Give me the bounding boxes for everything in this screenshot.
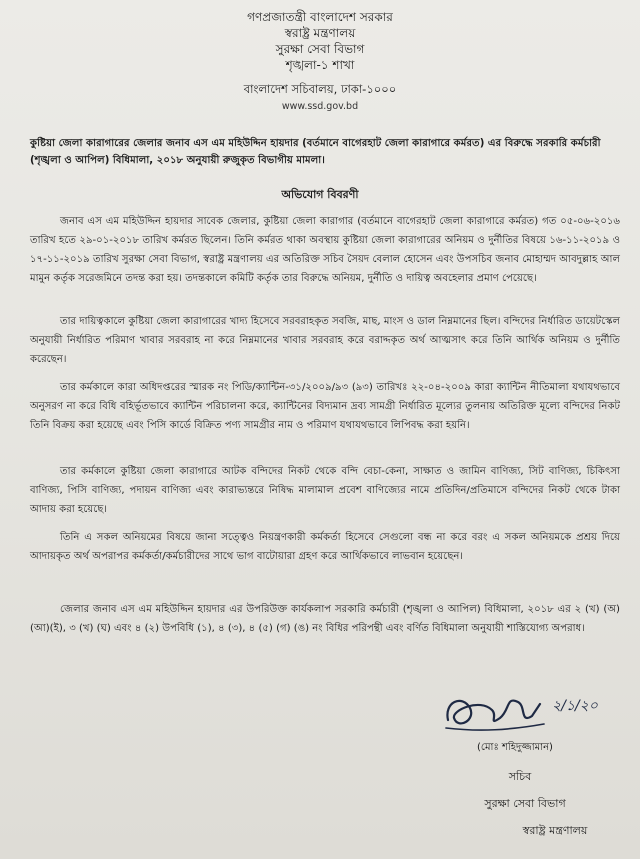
paragraph-2-text: তার দায়িত্বকালে কুষ্টিয়া জেলা কারাগারের খাদ্য হিসেবে সরবরাহকৃত সবজি, মাছ, মাংস ও ডাল নিম্নমানের ছিল। বন্দিদের নির্ধারিত ডায়েটস্কেল অনুযায়ী নির্ধারিত পরিমাণ খাবার সরবরাহ না করে নিম্নমানের খাবার সরবরাহ করে বরাদ্দকৃত অর্থ আত্মসাৎ করে তিনি আর্থিক অনিয়ম ও দুর্নীতি করেছেন।	[30, 316, 620, 365]
website-link[interactable]: www.ssd.gov.bd	[281, 101, 359, 112]
govt-title: গণপ্রজাতন্ত্রী বাংলাদেশ সরকার	[247, 10, 393, 24]
paragraph-5-text: তিনি এ সকল অনিয়মের বিষয়ে জানা সত্ত্বেও নিয়ন্ত্রণকারী কর্মকর্তা হিসেবে সেগুলো বন্ধ না করে বরং এ সকল অনিয়মকে প্রশ্রয় দিয়ে আদায়কৃত অর্থ অপরাপর কর্মকর্তা/কর্মচারীদের সাথে ভাগ বাটোয়ারা গ্রহণ করে আর্থিকভাবে লাভবান হয়েছেন।	[30, 532, 620, 562]
section-title: অভিযোগ বিবরণী	[281, 188, 359, 201]
signatory-ministry: স্বরাষ্ট্র মন্ত্রণালয়	[522, 824, 588, 837]
handwritten-signature	[440, 680, 620, 740]
address-line: বাংলাদেশ সচিবালয়, ঢাকা-১০০০	[243, 82, 397, 96]
paragraph-5	[30, 528, 620, 566]
signatory-name: (মোঃ শহিদুজ্জামান)	[477, 742, 553, 753]
paragraph-1-text: জনাব এস এম মহিউদ্দিন হায়দার সাবেক জেলার, কুষ্টিয়া জেলা কারাগার (বর্তমানে বাগেরহাট জেলা কারাগারে কর্মরত) গত ০৫-০৬-২০১৬ তারিখ হতে ২৯-০১-২০১৮ তারিখ কর্মরত ছিলেন। তিনি কর্মরত থাকা অবস্থায় কুষ্টিয়া জেলা কারাগারের অনিয়ম ও দুর্নীতির বিষয়ে ১৬-১১-২০১৯ ও ১৭-১১-২০১৯ তারিখ সুরক্ষা সেবা বিভাগ, স্বরাষ্ট্র মন্ত্রণালয় এর অতিরিক্ত সচিব সৈয়দ বেলাল হোসেন এবং উপসচিব জনাব মোহাম্মদ আবদুল্লাহ আল মামুন কর্তৃক সরেজমিনে তদন্ত করা হয়। তদন্তকালে কমিটি কর্তৃক তার বিরুদ্ধে অনিয়ম, দুর্নীতি ও দায়িত্ব অবহেলার প্রমাণ পেয়েছে।	[30, 216, 620, 284]
signatory-department: সুরক্ষা সেবা বিভাগ	[484, 797, 566, 810]
paragraph-6	[30, 600, 620, 638]
paragraph-1	[30, 212, 620, 288]
signature-date: ২/১/২০	[552, 698, 598, 714]
paragraph-3-text: তার কর্মকালে কারা অধিদপ্তরের স্মারক নং পিডি/ক্যান্টিন-৩১/২০০৯/৯৩ (৯৩) তারিখঃ ২২-০৪-২০০৯ কারা ক্যান্টিন নীতিমালা যথাযথভাবে অনুসরণ না করে বিধি বহির্ভূতভাবে ক্যান্টিন পরিচালনা করে, ক্যান্টিনের বিদ্যমান দ্রব্য সামগ্রী নির্ধারিত মূল্যের তুলনায় অতিরিক্ত মূল্যে বন্দিদের নিকট তিনি বিক্রয় করা হয়েছে এবং পিসি কার্ডে বিক্রিত পণ্য সামগ্রীর নাম ও পরিমাণ যথাযথভাবে লিপিবদ্ধ করা হয়নি।	[30, 382, 620, 431]
paragraph-3	[30, 378, 620, 435]
ministry-title: স্বরাষ্ট্র মন্ত্রণালয়	[284, 26, 356, 40]
signatory-designation: সচিব	[508, 770, 532, 783]
paragraph-4-text: তার কর্মকালে কুষ্টিয়া জেলা কারাগারে আটক বন্দিদের নিকট থেকে বন্দি বেচা-কেনা, সাক্ষাত ও জামিন বাণিজ্য, সিট বাণিজ্য, চিকিৎসা বাণিজ্য, পিসি বাণিজ্য, পদায়ন বাণিজ্য এবং কারাভ্যন্তরে নিষিদ্ধ মালামাল প্রবেশ বাণিজ্যের নামে প্রতিদিন/প্রতিমাসে বন্দিদের নিকট থেকে টাকা আদায় করা হয়েছে।	[30, 466, 620, 515]
paragraph-6-text: জেলার জনাব এস এম মহিউদ্দিন হায়দার এর উপরিউক্ত কার্যকলাপ সরকারি কর্মচারী (শৃঙ্খলা ও আপিল) বিধিমালা, ২০১৮ এর ২ (খ) (অ)(আ)(ই), ৩ (খ) (ঘ) এবং ৪ (২) উপবিধি (১), ৪ (৩), ৪ (৫) (গ) (ঙ) নং বিধির পরিপন্থী এবং বর্ণিত বিধিমালা অনুযায়ী শাস্তিযোগ্য অপরাধ।	[30, 604, 620, 634]
paragraph-2	[30, 312, 620, 369]
subject-line: কুষ্টিয়া জেলা কারাগারের জেলার জনাব এস এম মহিউদ্দিন হায়দার (বর্তমানে বাগেরহাট জেলা কারাগারে কর্মরত) এর বিরুদ্ধে সরকারি কর্মচারী (শৃঙ্খলা ও আপিল) বিধিমালা, ২০১৮ অনুযায়ী রুজুকৃত বিভাগীয় মামলা।	[30, 138, 601, 166]
paragraph-4	[30, 462, 620, 519]
division-title: সুরক্ষা সেবা বিভাগ	[275, 42, 365, 56]
branch-title: শৃঙ্খলা-১ শাখা	[285, 58, 355, 72]
